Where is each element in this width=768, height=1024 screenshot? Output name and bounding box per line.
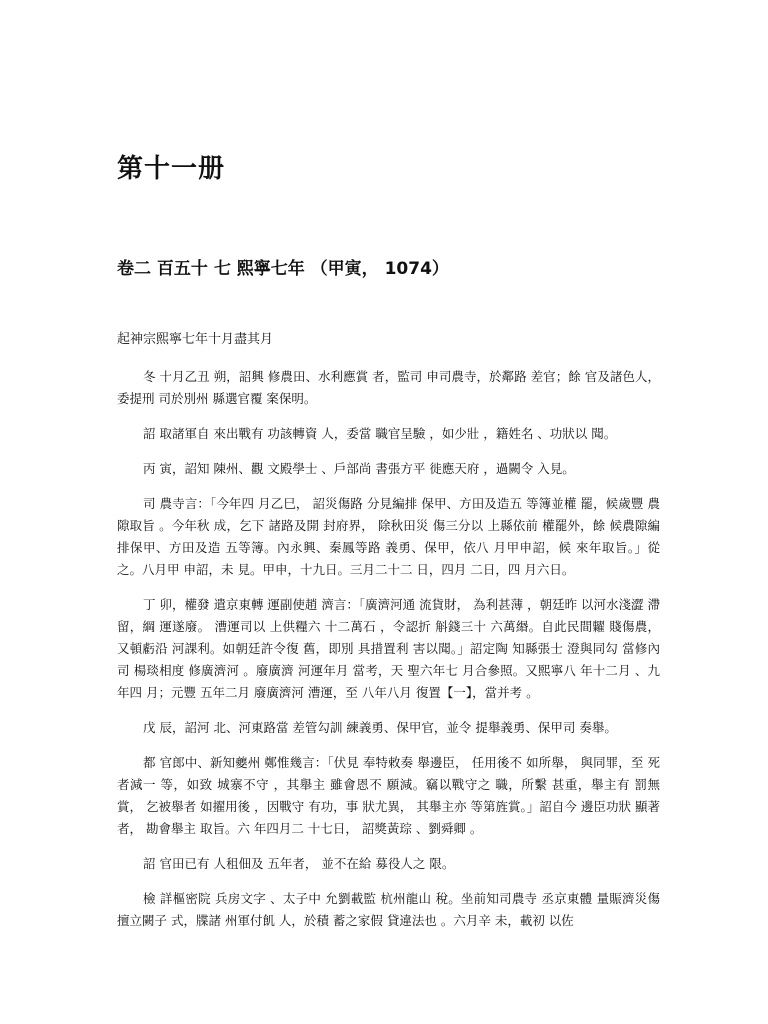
paragraph: 丁 卯，權發 遣京東轉 運副使趙 濟言：「廣濟河通 流貨財， 為利甚薄 ，朝廷昨 以河水淺澀 滯留，綱 運遂廢。 漕運司以 上供糧六 十二萬石 ，令認折 斛錢三十 六萬緡。自此民間糶 賤傷農， 又頓虧沿 河課利。如朝廷許令復 舊，即別 具措置利 害以聞。」詔定陶 知縣張士 澄與同勾 當修內司 楊琰相度 修廣濟河 。廢廣濟 河運年月 當考，天 聖六年七 月合參照。又熙寧八 年十二月 、九年四 月；元豐 五年二月 廢廣濟河 漕運，至 八年八月 復置【一】，當并考 。 [117,597,661,700]
paragraph: 詔 取諸軍自 來出戰有 功該轉資 人，委當 職官呈驗 ，如少壯 ，籍姓名 、功狀以 聞。 [143,426,617,441]
paragraph: 丙 寅，詔知 陳州、觀 文殿學士 、戶部尚 書張方平 徙應天府 ，過闕令 入見。 [143,461,575,476]
paragraph: 戊 辰，詔河 北、河東路當 差管勾訓 練義勇、保甲官，並令 提舉義勇、保甲司 奏舉。 [143,720,617,735]
body-text [117,366,660,945]
paragraph: 都 官郎中、新知夔州 鄭惟幾言：「伏見 奉特敕奏 舉邊臣， 任用後不 如所舉， 與同罪，至 死者減一 等，如致 城寨不守 ，其舉主 雖會恩不 願減。竊以戰守之 職，所繫 甚重，舉主有 罰無賞， 乞被舉者 如擢用後 ，因戰守 有功，事 狀尤異， 其舉主亦 等第旌賞。」詔自今 邊臣功狀 顯著者， 勘會舉主 取旨。六 年四月二 十七日， 詔獎黃琮 、劉舜卿 。 [117,755,660,836]
paragraph: 詔 官田已有 人租佃及 五年者， 並不在給 募役人之 限。 [143,856,455,871]
paragraph: 冬 十月乙丑 朔，詔興 修農田、水利應賞 者，監司 申司農寺，於鄰路 差官；餘 官及諸色人，委提刑 司於別州 縣選官覆 案保明。 [117,369,660,406]
paragraph: 檢 詳樞密院 兵房文字 、太子中 允劉載監 杭州龍山 稅。坐前知司農寺 丞京東體 量賑濟災傷 擅立闕子 式，牒諸 州軍付飢 人，於積 蓄之家假 貸違法也 。六月辛 未，載初 以佐 [117,891,660,928]
chapter-title: 卷二 百五十 七 熙寧七年 （甲寅， 1074） [117,259,449,279]
paragraph: 司 農寺言：「今年四 月乙巳， 詔災傷路 分見編排 保甲、方田及造五 等簿並權 罷，候歲豐 農隙取旨 。今年秋 成，乞下 諸路及開 封府界， 除秋田災 傷三分以 上縣依前 權罷外，餘 候農隙編 排保甲、方田及造 五等簿。內永興、秦鳳等路 義勇、保甲，依八 月甲申詔，候 來年取旨。」從之。八月甲 申詔，未 見。甲申，十九日。三月二十二 日，四月 二日，四 月六日。 [117,496,660,577]
volume-title: 第十一册 [117,154,226,184]
chapter-range: 起神宗熙寧七年十月盡其月 [117,332,274,347]
